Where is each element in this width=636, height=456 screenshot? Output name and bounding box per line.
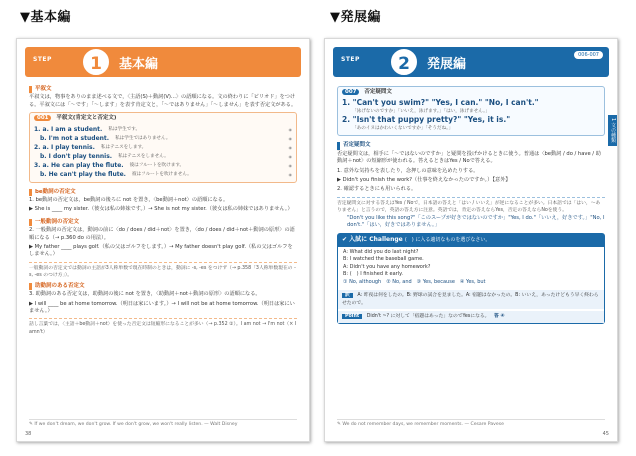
- example-line: 3. a. He can play the flute. 彼はフルートを吹けます。 ◉: [34, 161, 292, 169]
- example-number: 007: [342, 89, 359, 95]
- paragraph: ▶ I will ____ be at home tomorrow.（明日は家にいます。）→ I will not be at home tomorrow.（明日は家にいません。）: [29, 300, 295, 314]
- paragraph: 平叙文は，物事をありのまま述べる文で，〈主語(S)＋動詞(V)...〉の語順になる。文の終わりに「ピリオド」をつける。平叙文には「～です」「～します」を表す肯定文と，「～ではありません」「～しません」を表す否定文がある。: [29, 94, 297, 108]
- challenge-line: B: ( ) I finished it early.: [343, 271, 403, 278]
- audio-icon[interactable]: ◉: [288, 144, 292, 150]
- section-heading: 助動詞のある否定文: [29, 283, 88, 290]
- page-number: 38: [25, 431, 32, 437]
- note: 話し言葉では，〈主語＋be動詞＋not〉を使った否定文は短縮形になることが多い（→ p.352 ②）。I am not → I'm not（× I amn't）: [29, 318, 297, 336]
- translation-row: 訳 A: 昨夜は何をしたの。B: 野球の試合を見ました。A: 宿題はなかったの。B: いいえ，あったけどもう早く終わらせたので。: [338, 290, 604, 309]
- step-banner: [25, 47, 301, 77]
- section-label-right: ▼発展編: [330, 10, 381, 25]
- page-footer: ✎ If we don't dream, we don't grow. If we don't grow, we won't really listen. — Walt Disney: [29, 419, 297, 427]
- example-box-head: [342, 89, 600, 96]
- page-title: 発展編: [427, 57, 467, 72]
- example-line: 1. "Can't you swim?" "Yes, I can." "No, I can't.": [342, 98, 539, 108]
- audio-icon[interactable]: ◉: [288, 153, 292, 159]
- answer: 答 ④: [494, 314, 505, 320]
- challenge-body: [338, 247, 604, 289]
- section-heading: 否定疑問文: [337, 142, 374, 149]
- dialogue-example: "Don't you like this song?"「このスープが好きではないのですか」"Yes, I do."「いいえ，好きです。」"No, I don't."「はい，好きではありません。」: [347, 214, 605, 229]
- audio-icon[interactable]: ◉: [288, 171, 292, 177]
- example-line: 2. a. I play tennis. 私はテニスをします。 ◉: [34, 143, 292, 151]
- page-advanced: [324, 38, 618, 442]
- step-tag: STEP: [341, 56, 360, 63]
- paragraph: 2. 一般動詞の否定文は，動詞の前に〈do / does / did＋not〉を置き，〈do / does / did＋not＋動詞の原形〉の語順になる（→ p.360 do の用法）。: [29, 227, 295, 241]
- paragraph: ▶ She is ____ my sister.（彼女は私の姉妹です。）→ She is not my sister.（彼女は私の姉妹ではありません。）: [29, 206, 293, 213]
- pencil-icon: ✎: [337, 422, 341, 427]
- example-line: b. I'm not a student. 私は学生ではありません。 ◉: [40, 134, 292, 142]
- audio-icon[interactable]: ◉: [288, 126, 292, 132]
- audio-icon[interactable]: ◉: [288, 135, 292, 141]
- step-banner: [333, 47, 609, 77]
- paragraph: 否定疑問文は，相手に「～ではないのですか」と疑問を投げかけるときに使う。普通は〈be動詞 / do / have / 助動詞＋not〉の短縮形が使われる。答えるときはYes / Noで答える。: [337, 150, 601, 165]
- check-icon: ✔: [342, 236, 348, 244]
- challenge-line: A: What did you do last night?: [343, 248, 419, 255]
- paragraph: 1. be動詞の否定文は，be動詞の後ろに not を置き，〈be動詞＋not〉の語順になる。: [29, 197, 229, 204]
- pencil-icon: ✎: [29, 422, 33, 427]
- page-footer: ✎ We do not remember days, we remember moments. — Cesare Pavese: [337, 419, 605, 427]
- example-translation: 「あのイヌはかわいくないですか」「そうだね。」: [352, 126, 454, 132]
- example-translation: 「泳げないのですか」「いいえ，泳げます。」「はい，泳げません。」: [352, 109, 490, 115]
- step-tag: STEP: [33, 56, 52, 63]
- challenge-head: ✔ 入試に Challenge ( ) に入る適切なものを選びなさい。: [338, 234, 604, 246]
- note: 一般動詞の否定文では動詞の主語が3人称単数で現在時制のときは，動詞に -s, -es をつけず（→ p.358「3人称単数現在の -s, -es のつけ方」）。: [29, 262, 297, 280]
- audio-icon[interactable]: ◉: [288, 162, 292, 168]
- example-line: 1. a. I am a student. 私は学生です。 ◉: [34, 125, 292, 133]
- section-label-left: ▼基本編: [20, 10, 71, 25]
- page-basic: [16, 38, 310, 442]
- example-line: b. I don't play tennis. 私はテニスをしません。 ◉: [40, 152, 292, 160]
- paragraph: 1. 意外な気持ちを表したり，念押しの意味を込めたりする。: [337, 167, 479, 174]
- example-box: [337, 86, 605, 136]
- example-title: 否定疑問文: [364, 89, 392, 95]
- example-box: [29, 112, 297, 182]
- step-number: 1: [83, 49, 109, 75]
- page-title: 基本編: [119, 57, 159, 72]
- example-title: 平叙文(肯定文と否定文): [56, 115, 117, 122]
- paragraph: ▶ Didn't you finish the work?（仕事を終えなかったのですか。）【意外】: [337, 177, 511, 184]
- page-content: [337, 83, 605, 324]
- paragraph: 3. 助動詞のある否定文は，助動詞の後に not を置き，〈助動詞＋not＋動詞の原形〉の語順になる。: [29, 291, 261, 298]
- page-number: 45: [602, 431, 609, 437]
- example-box-head: [34, 115, 292, 122]
- example-line: b. He can't play the flute. 彼はフルートを吹けません。 ◉: [40, 170, 292, 178]
- point-row: Point Didn't ~? に対して「宿題はあった」なのでYesになる。 答 ④: [338, 311, 604, 322]
- paragraph: ▶ My father ____ plays golf.（私の父はゴルフをします。）→ My father doesn't play golf.（私の父はゴルフをしません。）: [29, 244, 293, 258]
- page-badge: 006-007: [574, 51, 603, 59]
- example-line: 2. "Isn't that puppy pretty?" "Yes, it is.": [342, 115, 511, 125]
- page-content: [29, 83, 297, 336]
- step-number: 2: [391, 49, 417, 75]
- chapter-tab[interactable]: 1 文の種類: [608, 115, 617, 146]
- challenge-line: B: I watched the baseball game.: [343, 256, 424, 263]
- challenge-line: A: Didn't you have any homework?: [343, 263, 431, 270]
- note: 否定疑問文に対する答えはYes / Noで，日本語の答えと「はい / いいえ」が逆になることが多い。日本語では「はい，～ありません」と言うので，英語の答え方に注意。英語では，肯定の答えならYes，否定の答えならNoを使う。: [337, 197, 605, 215]
- paragraph: 2. 確認するときにも用いられる。: [337, 186, 417, 193]
- answer-choices[interactable]: ① No, although ② No, and ③ Yes, because ④ Yes, but: [343, 278, 486, 285]
- challenge-box: [337, 233, 605, 323]
- section-heading: be動詞の否定文: [29, 189, 79, 196]
- section-heading: 一般動詞の否定文: [29, 219, 82, 226]
- example-number: 001: [34, 115, 51, 121]
- section-heading: 平叙文: [29, 86, 55, 93]
